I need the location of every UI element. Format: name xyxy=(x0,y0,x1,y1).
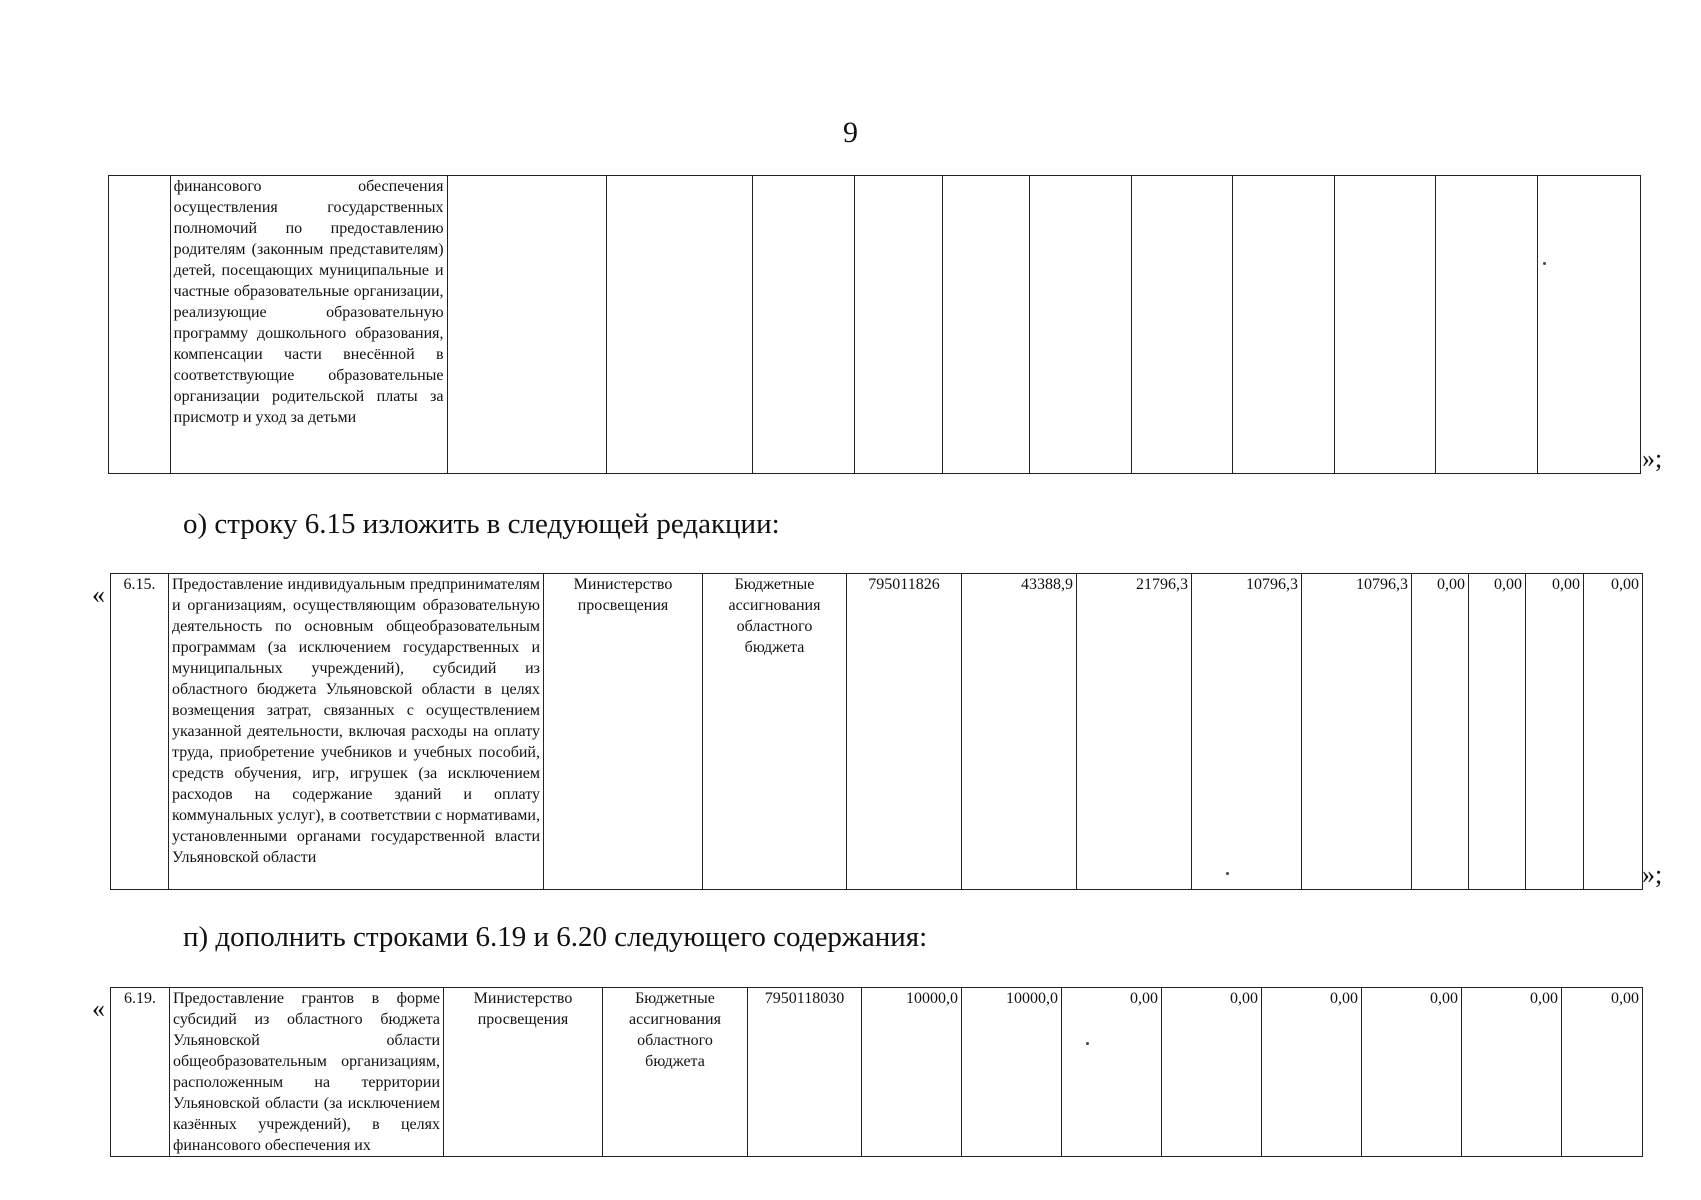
cell-code: 795011826 xyxy=(847,574,962,890)
cell-value: 0,00 xyxy=(1562,988,1643,1157)
cell-executor xyxy=(447,176,607,474)
cell-source: Бюджетные ассигнования областного бюджета xyxy=(603,988,748,1157)
cell-value: 0,00 xyxy=(1412,574,1469,890)
cell-number: 6.19. xyxy=(111,988,170,1157)
heading-p: п) дополнить строками 6.19 и 6.20 следующего содержания: xyxy=(183,921,928,953)
table-row xyxy=(109,176,1641,474)
cell-value xyxy=(1131,176,1232,474)
cell-value: 0,00 xyxy=(1262,988,1362,1157)
cell-description: Предоставление индивидуальным предпринимателям и организациям, осуществляющим образовательную деятельность по основным общеобразовательным программам (за исключением государственных и муниципальных учреждений), субсидий из областного бюджета Ульяновской области в целях возмещения затрат, связанных с осуществлением указанной деятельности, включая расходы на оплату труда, приобретение учебников и учебных пособий, средств обучения, игр, игрушек (за исключением расходов на содержание зданий и оплату коммунальных услуг), в соответствии с нормативами, установленными органами государственной власти Ульяновской области xyxy=(169,574,544,890)
cell-source xyxy=(607,176,753,474)
cell-value: 0,00 xyxy=(1526,574,1584,890)
cell-value xyxy=(1029,176,1131,474)
cell-value: 10796,3 xyxy=(1192,574,1302,890)
table-row-6-15 xyxy=(110,573,1643,890)
cell-value xyxy=(1537,176,1640,474)
table-row xyxy=(111,574,1643,890)
cell-executor: Министерство просвещения xyxy=(444,988,603,1157)
table-row xyxy=(111,988,1643,1157)
cell-value: 10000,0 xyxy=(862,988,962,1157)
opening-quote: « xyxy=(92,580,105,609)
cell-value xyxy=(1435,176,1537,474)
table-row-6-19 xyxy=(110,987,1643,1157)
cell-number: 6.15. xyxy=(111,574,169,890)
opening-quote: « xyxy=(92,994,105,1023)
cell-number xyxy=(109,176,171,474)
cell-description: финансового обеспечения осуществления государственных полномочий по предоставлению родителям (законным представителям) детей, посещающих муниципальные и частные образовательные организации, реализующие образовательную программу дошкольного образования, компенсации части внесённой в соответствующие образовательные организации родительской платы за присмотр и уход за детьми xyxy=(170,176,447,474)
scan-speck xyxy=(1086,1042,1089,1045)
cell-value: 0,00 xyxy=(1162,988,1262,1157)
cell-value: 43388,9 xyxy=(962,574,1077,890)
heading-o: о) строку 6.15 изложить в следующей редакции: xyxy=(183,508,780,540)
cell-value: 10796,3 xyxy=(1302,574,1412,890)
cell-value: 0,00 xyxy=(1062,988,1162,1157)
page-number: 9 xyxy=(843,116,858,149)
scan-speck xyxy=(1543,262,1546,265)
cell-value: 0,00 xyxy=(1462,988,1562,1157)
cell-value: 0,00 xyxy=(1584,574,1643,890)
cell-value: 10000,0 xyxy=(962,988,1062,1157)
cell-value xyxy=(942,176,1029,474)
table-continuation xyxy=(108,175,1641,474)
closing-quote: »; xyxy=(1642,444,1663,473)
cell-code: 7950118030 xyxy=(748,988,862,1157)
cell-executor: Министерство просвещения xyxy=(544,574,703,890)
scan-speck xyxy=(1226,872,1229,875)
cell-value: 21796,3 xyxy=(1077,574,1192,890)
cell-description: Предоставление грантов в форме субсидий из областного бюджета Ульяновской области общеобразовательным организациям, расположенным на территории Ульяновской области (за исключением казённых учреждений), в целях финансового обеспечения их xyxy=(170,988,444,1157)
cell-value xyxy=(1334,176,1435,474)
cell-code xyxy=(752,176,854,474)
cell-value xyxy=(854,176,942,474)
closing-quote: »; xyxy=(1642,860,1663,889)
cell-value xyxy=(1232,176,1334,474)
cell-source: Бюджетные ассигнования областного бюджета xyxy=(703,574,847,890)
cell-value: 0,00 xyxy=(1469,574,1526,890)
cell-value: 0,00 xyxy=(1362,988,1462,1157)
